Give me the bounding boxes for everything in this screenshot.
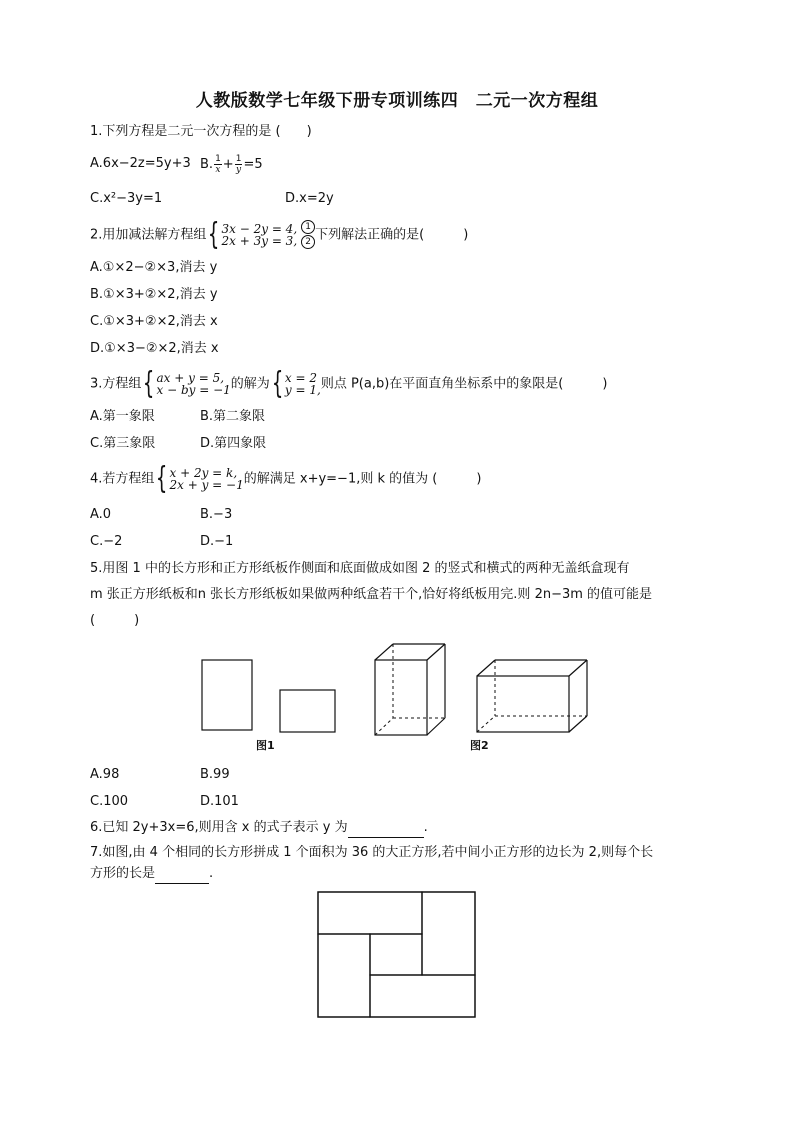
fig2-horizontal-box — [477, 660, 587, 732]
option-d: D.101 — [200, 794, 239, 809]
option-a: A.第一象限 — [90, 409, 155, 424]
option-d: D.第四象限 — [200, 436, 267, 451]
rectangle-bottom — [370, 975, 475, 1017]
question-5-line-1: 5.用图 1 中的长方形和正方形纸板作侧面和底面做成如图 2 的竖式和横式的两种无盖纸盒现有 — [90, 561, 630, 576]
circled-mark-1: 1 — [301, 220, 315, 234]
option-b: B.第二象限 — [200, 409, 266, 424]
equation-1: 3x − 2y = 4, — [221, 222, 298, 236]
fraction-1-over-x — [214, 154, 222, 175]
figure-square-of-rectangles — [316, 890, 478, 1020]
equation-1: x + 2y = k, — [169, 466, 238, 480]
question-6 — [90, 818, 428, 838]
question-6-text: 6.已知 2y+3x=6,则用含 x 的式子表示 y 为 — [90, 820, 348, 835]
outer-square — [318, 892, 475, 1017]
option-b-suffix: =5 — [243, 157, 263, 172]
solution-system — [285, 372, 321, 396]
question-3-mid: 的解为 — [230, 376, 270, 392]
equation-system — [170, 467, 244, 491]
option-c: C.−2 — [90, 534, 123, 549]
question-4-options-row-1 — [90, 505, 233, 525]
equation-2: x − by = −1 — [156, 383, 231, 397]
equation-1: ax + y = 5, — [156, 371, 225, 385]
equation-system — [222, 223, 298, 247]
option-d: D.−1 — [200, 534, 234, 549]
option-a: A.0 — [90, 507, 112, 522]
option-c: C.100 — [90, 794, 129, 809]
question-3-options-row-1 — [90, 407, 266, 427]
rectangle-left — [318, 934, 370, 1017]
figure-2-label: 图2 — [470, 739, 489, 752]
option-a: A.98 — [90, 767, 120, 782]
answer-blank[interactable] — [155, 867, 209, 884]
option-a: A.①×2−②×3,消去 y — [90, 260, 218, 275]
left-brace: { — [208, 217, 220, 252]
fraction-denominator: y — [236, 165, 242, 175]
circled-markers — [301, 220, 315, 250]
option-b: B.−3 — [200, 507, 233, 522]
option-d: D.x=2y — [285, 191, 334, 206]
question-3-options-row-2 — [90, 434, 267, 454]
option-d: D.①×3−②×2,消去 x — [90, 341, 219, 356]
question-1-options-row-2 — [90, 189, 334, 209]
question-1-stem: 1.下列方程是二元一次方程的是 ( ) — [90, 124, 312, 139]
option-c: C.①×3+②×2,消去 x — [90, 314, 218, 329]
left-brace: { — [143, 366, 155, 401]
question-4-prefix: 4.若方程组 — [90, 471, 155, 487]
option-b: B.①×3+②×2,消去 y — [90, 287, 218, 302]
option-c: C.x²−3y=1 — [90, 191, 163, 206]
circled-mark-2: 2 — [301, 235, 315, 249]
fraction-numerator: 1 — [215, 154, 221, 164]
rectangle-top — [318, 892, 422, 934]
left-brace: { — [156, 461, 168, 496]
fraction-1-over-y — [235, 154, 243, 175]
left-brace: { — [271, 366, 284, 401]
equation-system — [157, 372, 231, 396]
question-1-options-row-1 — [90, 154, 263, 175]
figure-1-and-2 — [190, 640, 610, 745]
question-7-text: 方形的长是 — [90, 866, 156, 881]
question-3-stem — [90, 366, 608, 401]
question-5-line-2: m 张正方形纸板和n 张长方形纸板如果做两种纸盒若干个,恰好将纸板用完.则 2n−3m 的值可能是 — [90, 587, 653, 602]
question-7-end: . — [209, 866, 214, 881]
answer-blank[interactable] — [348, 821, 424, 838]
solution-x: x = 2 — [284, 371, 317, 385]
question-7-line-1: 7.如图,由 4 个相同的长方形拼成 1 个面积为 36 的大正方形,若中间小正方形的边长为 2,则每个长 — [90, 845, 654, 860]
equation-2: 2x + y = −1 — [169, 478, 244, 492]
question-5-options-row-1 — [90, 765, 230, 785]
fig2-vertical-box — [375, 644, 445, 735]
option-b — [200, 154, 263, 175]
fig1-square — [280, 690, 335, 732]
page-title: 人教版数学七年级下册专项训练四 二元一次方程组 — [195, 91, 599, 111]
question-2-prefix: 2.用加减法解方程组 — [90, 227, 207, 243]
question-2-suffix: 下列解法正确的是( ) — [315, 227, 469, 243]
question-5-line-3: ( ) — [90, 613, 140, 628]
question-7-line-2 — [90, 864, 213, 884]
equation-2: 2x + 3y = 3, — [221, 234, 298, 248]
rectangle-right — [422, 892, 475, 975]
question-3-prefix: 3.方程组 — [90, 376, 142, 392]
option-b-prefix: B. — [200, 157, 214, 172]
center-small-square — [370, 934, 422, 975]
question-5-options-row-2 — [90, 792, 239, 812]
solution-y: y = 1, — [284, 383, 321, 397]
question-2-stem — [90, 217, 469, 252]
plus-sign: + — [222, 157, 234, 172]
question-3-suffix: 则点 P(a,b)在平面直角坐标系中的象限是( ) — [320, 376, 608, 392]
fraction-numerator: 1 — [235, 154, 242, 164]
question-6-end: . — [423, 820, 428, 835]
figure-1-label: 图1 — [256, 739, 275, 752]
option-b: B.99 — [200, 767, 230, 782]
option-a: A.6x−2z=5y+3 — [90, 156, 191, 171]
fig1-rectangle — [202, 660, 252, 730]
question-4-options-row-2 — [90, 532, 234, 552]
fraction-denominator: x — [215, 165, 221, 175]
question-4-stem — [90, 461, 482, 496]
option-c: C.第三象限 — [90, 436, 156, 451]
question-4-suffix: 的解满足 x+y=−1,则 k 的值为 ( ) — [243, 471, 482, 487]
